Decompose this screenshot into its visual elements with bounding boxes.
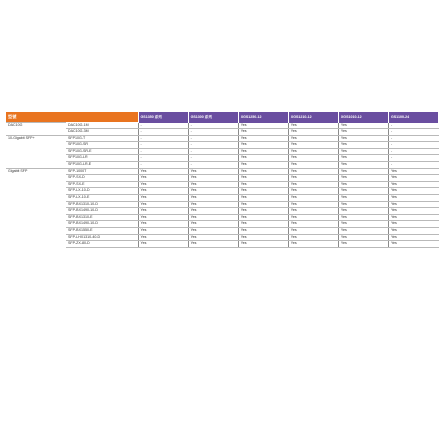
table-row: [6, 208, 439, 215]
compat-value-cell: Yes: [238, 221, 288, 228]
table-row: [6, 221, 439, 228]
compat-value-cell: Yes: [238, 168, 288, 175]
compat-value-cell: Yes: [238, 135, 288, 142]
table-row: [6, 228, 439, 235]
compat-value-cell: Yes: [138, 221, 188, 228]
table-row: [6, 188, 439, 195]
compat-value-cell: Yes: [338, 241, 388, 248]
compat-value-cell: Yes: [138, 228, 188, 235]
compat-value-cell: Yes: [138, 201, 188, 208]
model-cell: DAC10G-1M: [66, 123, 138, 129]
category-cell: [6, 162, 66, 169]
model-cell: SFP-ZX-80-D: [66, 241, 138, 248]
compat-value-cell: Yes: [338, 195, 388, 202]
model-cell: SFP-SX-E: [66, 181, 138, 188]
compat-value-cell: Yes: [338, 175, 388, 182]
compat-value-cell: -: [138, 129, 188, 136]
compat-value-cell: -: [188, 155, 238, 162]
compat-value-cell: Yes: [338, 221, 388, 228]
compat-value-cell: Yes: [388, 201, 438, 208]
category-cell: [6, 175, 66, 182]
compat-value-cell: -: [388, 155, 438, 162]
compat-value-cell: Yes: [338, 208, 388, 215]
compat-value-cell: Yes: [188, 201, 238, 208]
table-row: [6, 135, 439, 142]
compat-value-cell: Yes: [338, 201, 388, 208]
category-cell: 10-Gigabit SFP+: [6, 135, 66, 142]
compat-value-cell: Yes: [388, 234, 438, 241]
compat-value-cell: Yes: [188, 168, 238, 175]
header-series-gs1100: GS1100-24: [388, 112, 438, 123]
model-cell: SFP10G-SR-E: [66, 148, 138, 155]
model-cell: SFP-SX-D: [66, 175, 138, 182]
compat-value-cell: Yes: [138, 214, 188, 221]
category-cell: [6, 195, 66, 202]
compat-value-cell: Yes: [238, 148, 288, 155]
compat-value-cell: Yes: [338, 168, 388, 175]
compat-value-cell: Yes: [138, 175, 188, 182]
compat-value-cell: Yes: [288, 188, 338, 195]
compat-value-cell: -: [188, 142, 238, 149]
compat-value-cell: Yes: [238, 188, 288, 195]
compat-value-cell: -: [388, 123, 438, 129]
compat-value-cell: Yes: [238, 175, 288, 182]
compat-value-cell: Yes: [338, 142, 388, 149]
compat-value-cell: -: [188, 162, 238, 169]
table-row: [6, 142, 439, 149]
compat-value-cell: Yes: [388, 241, 438, 248]
category-cell: [6, 221, 66, 228]
compat-value-cell: Yes: [238, 195, 288, 202]
header-series-xgs1010: XGS1010-12: [338, 112, 388, 123]
model-cell: SFP-BX1310-E: [66, 214, 138, 221]
compat-value-cell: Yes: [238, 181, 288, 188]
category-cell: Gigabit SFP: [6, 168, 66, 175]
compat-value-cell: Yes: [188, 234, 238, 241]
model-cell: DAC10G-3M: [66, 129, 138, 136]
compat-value-cell: Yes: [188, 181, 238, 188]
category-cell: [6, 188, 66, 195]
compat-value-cell: -: [188, 148, 238, 155]
compat-value-cell: Yes: [288, 214, 338, 221]
compat-value-cell: Yes: [288, 228, 338, 235]
compat-value-cell: Yes: [188, 228, 238, 235]
header-series-gs1350: GS1350 系列: [138, 112, 188, 123]
category-cell: DAC10G: [6, 123, 66, 129]
compat-value-cell: Yes: [138, 195, 188, 202]
compat-value-cell: Yes: [238, 201, 288, 208]
compat-value-cell: Yes: [138, 181, 188, 188]
compat-value-cell: -: [138, 135, 188, 142]
compat-value-cell: Yes: [288, 221, 338, 228]
compat-value-cell: Yes: [238, 162, 288, 169]
table-row: [6, 162, 439, 169]
compat-value-cell: Yes: [338, 188, 388, 195]
model-cell: SFP-LX-10-E: [66, 195, 138, 202]
compat-value-cell: Yes: [188, 208, 238, 215]
header-type: 型號: [6, 112, 138, 123]
compat-value-cell: Yes: [388, 175, 438, 182]
model-cell: SFP-BX1490-10-D: [66, 208, 138, 215]
compat-value-cell: Yes: [288, 123, 338, 129]
header-series-gs1300: GS1300 系列: [188, 112, 238, 123]
compat-value-cell: Yes: [288, 181, 338, 188]
model-cell: SFP-BX1550-E: [66, 228, 138, 235]
model-cell: SFP10G-T: [66, 135, 138, 142]
compat-value-cell: Yes: [288, 162, 338, 169]
compat-value-cell: Yes: [338, 129, 388, 136]
compat-value-cell: Yes: [238, 142, 288, 149]
compat-value-cell: Yes: [238, 123, 288, 129]
compat-value-cell: Yes: [388, 214, 438, 221]
compat-value-cell: Yes: [288, 241, 338, 248]
table-row: [6, 175, 439, 182]
compat-value-cell: -: [138, 162, 188, 169]
category-cell: [6, 228, 66, 235]
compat-value-cell: -: [388, 162, 438, 169]
model-cell: SFP-1000T: [66, 168, 138, 175]
compat-value-cell: Yes: [338, 123, 388, 129]
table-header: [6, 112, 439, 123]
category-cell: [6, 181, 66, 188]
compat-value-cell: Yes: [338, 148, 388, 155]
compat-value-cell: Yes: [288, 201, 338, 208]
compat-value-cell: Yes: [338, 228, 388, 235]
compat-value-cell: -: [388, 135, 438, 142]
model-cell: SFP-BX1310-10-D: [66, 201, 138, 208]
compat-value-cell: -: [188, 123, 238, 129]
compat-value-cell: -: [388, 129, 438, 136]
compat-value-cell: Yes: [388, 221, 438, 228]
compat-value-cell: -: [188, 129, 238, 136]
compat-value-cell: -: [138, 123, 188, 129]
category-cell: [6, 148, 66, 155]
compat-value-cell: Yes: [138, 188, 188, 195]
compat-value-cell: Yes: [388, 168, 438, 175]
compat-value-cell: Yes: [388, 188, 438, 195]
category-cell: [6, 214, 66, 221]
compat-value-cell: -: [138, 148, 188, 155]
table-row: [6, 181, 439, 188]
compat-value-cell: Yes: [288, 208, 338, 215]
table-row: [6, 214, 439, 221]
model-cell: SFP-BX1490-10-D: [66, 221, 138, 228]
model-cell: SFP10G-LR: [66, 155, 138, 162]
compat-value-cell: -: [138, 155, 188, 162]
compat-value-cell: Yes: [288, 175, 338, 182]
header-series-xgs1210: XGS1210-12: [288, 112, 338, 123]
category-cell: [6, 142, 66, 149]
table-row: [6, 234, 439, 241]
compat-value-cell: Yes: [288, 155, 338, 162]
model-cell: SFP10G-SR: [66, 142, 138, 149]
compat-value-cell: Yes: [288, 129, 338, 136]
category-cell: [6, 129, 66, 136]
compat-value-cell: Yes: [238, 214, 288, 221]
compat-value-cell: Yes: [238, 234, 288, 241]
compat-value-cell: Yes: [388, 195, 438, 202]
compat-value-cell: Yes: [238, 228, 288, 235]
compat-value-cell: Yes: [188, 175, 238, 182]
compat-value-cell: Yes: [188, 214, 238, 221]
compat-value-cell: Yes: [188, 241, 238, 248]
table-row: [6, 241, 439, 248]
category-cell: [6, 241, 66, 248]
compat-value-cell: Yes: [138, 234, 188, 241]
compat-value-cell: Yes: [338, 234, 388, 241]
compat-value-cell: Yes: [288, 234, 338, 241]
compat-value-cell: Yes: [188, 221, 238, 228]
compat-value-cell: Yes: [288, 168, 338, 175]
category-cell: [6, 208, 66, 215]
compat-value-cell: Yes: [388, 228, 438, 235]
transceiver-compatibility-table: [6, 112, 439, 248]
model-cell: SFP10G-LR-E: [66, 162, 138, 169]
compat-value-cell: Yes: [338, 214, 388, 221]
header-series-xgs1250: XGS1250-12: [238, 112, 288, 123]
compat-value-cell: Yes: [338, 155, 388, 162]
table-body: [6, 123, 439, 248]
table-row: [6, 195, 439, 202]
compat-value-cell: Yes: [338, 181, 388, 188]
table-row: [6, 155, 439, 162]
compat-value-cell: Yes: [188, 195, 238, 202]
compat-value-cell: Yes: [388, 208, 438, 215]
compat-value-cell: Yes: [238, 129, 288, 136]
compat-value-cell: Yes: [288, 142, 338, 149]
compat-value-cell: -: [388, 142, 438, 149]
model-cell: SFP-LX-10-D: [66, 188, 138, 195]
compat-value-cell: Yes: [138, 168, 188, 175]
compat-value-cell: -: [138, 142, 188, 149]
table-row: [6, 201, 439, 208]
category-cell: [6, 155, 66, 162]
table-row: [6, 148, 439, 155]
compat-value-cell: -: [188, 135, 238, 142]
compat-value-cell: Yes: [288, 148, 338, 155]
compat-value-cell: Yes: [238, 155, 288, 162]
compat-value-cell: Yes: [388, 181, 438, 188]
table-row: [6, 168, 439, 175]
table-row: [6, 129, 439, 136]
model-cell: SFP-LHX1310-40-D: [66, 234, 138, 241]
compat-value-cell: Yes: [238, 241, 288, 248]
compat-value-cell: Yes: [138, 208, 188, 215]
compat-value-cell: Yes: [188, 188, 238, 195]
compat-value-cell: Yes: [338, 162, 388, 169]
compat-value-cell: Yes: [288, 135, 338, 142]
compat-value-cell: Yes: [238, 208, 288, 215]
category-cell: [6, 201, 66, 208]
compat-value-cell: Yes: [338, 135, 388, 142]
category-cell: [6, 234, 66, 241]
compat-value-cell: -: [388, 148, 438, 155]
compat-value-cell: Yes: [138, 241, 188, 248]
compat-value-cell: Yes: [288, 195, 338, 202]
